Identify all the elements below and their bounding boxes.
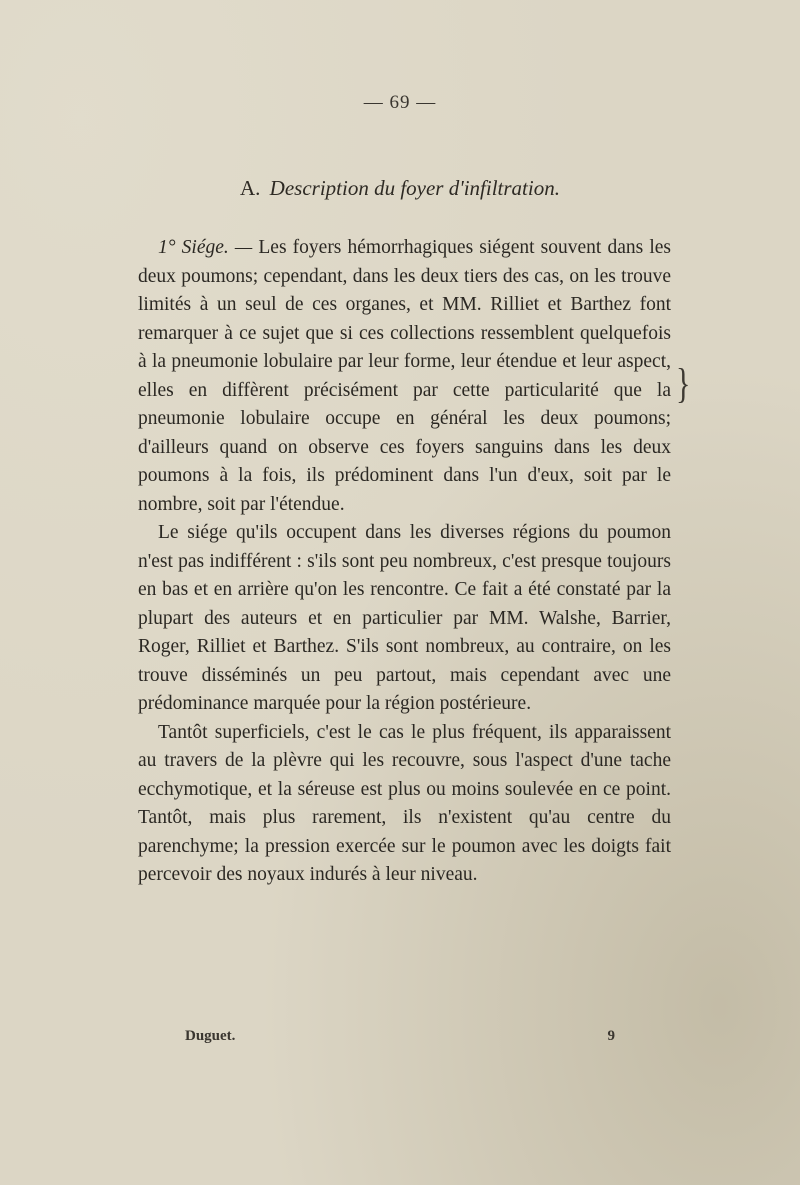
paragraph-1 — [138, 234, 671, 519]
paragraph-3 — [138, 719, 671, 890]
paragraph-text: Le siége qu'ils occupent dans les diverses régions du poumon n'est pas indifférent : s'ils sont peu nombreux, c'est presque toujours en bas et en arrière qu'on les rencontre. Ce fait a été constaté par la plupart des auteurs et en particulier par MM. Walshe, Barrier, Roger, Rilliet et Barthez. S'ils sont nombreux, au contraire, on les trouve disséminés un peu partout, mais cependant avec une prédominance marquée pour la région postérieure. — [138, 522, 671, 714]
page-number: — 69 — — [363, 92, 437, 113]
section-number: A. — [240, 176, 261, 200]
body-text — [138, 234, 671, 890]
section-title: Description du foyer d'infiltration. — [269, 176, 560, 200]
margin-bracket-mark: } — [676, 361, 691, 408]
footer-author: Duguet. — [185, 1028, 236, 1044]
signature-mark: 9 — [607, 1028, 615, 1044]
section-heading — [0, 176, 800, 201]
paragraph-text: Tantôt superficiels, c'est le cas le plus fréquent, ils apparaissent au travers de la plèvre qui les recouvre, sous l'aspect d'une tache ecchymotique, et la séreuse est plus ou moins soulevée en ce point. Tantôt, mais plus rarement, ils n'existent qu'au centre du parenchyme; la pression exercée sur le poumon avec les doigts fait percevoir des noyaux indurés à leur niveau. — [138, 721, 671, 885]
paragraph-lead: 1° Siége. — — [158, 237, 253, 258]
paragraph-text: Les foyers hémorrhagiques siégent souvent dans les deux poumons; cependant, dans les deux tiers des cas, on les trouve limités à un seul de ces organes, et MM. Rilliet et Barthez font remarquer à ce sujet que si ces collections ressemblent quelquefois à la pneumonie lobulaire par leur forme, leur étendue et leur aspect, elles en diffèrent précisément par cette particularité que la pneumonie lobulaire occupe en général les deux poumons; d'ailleurs quand on observe ces foyers sanguins dans les deux poumons à la fois, ils prédominent dans l'un d'eux, soit par le nombre, soit par l'étendue. — [138, 237, 671, 515]
paragraph-2 — [138, 519, 671, 719]
page-footer — [185, 1028, 615, 1045]
